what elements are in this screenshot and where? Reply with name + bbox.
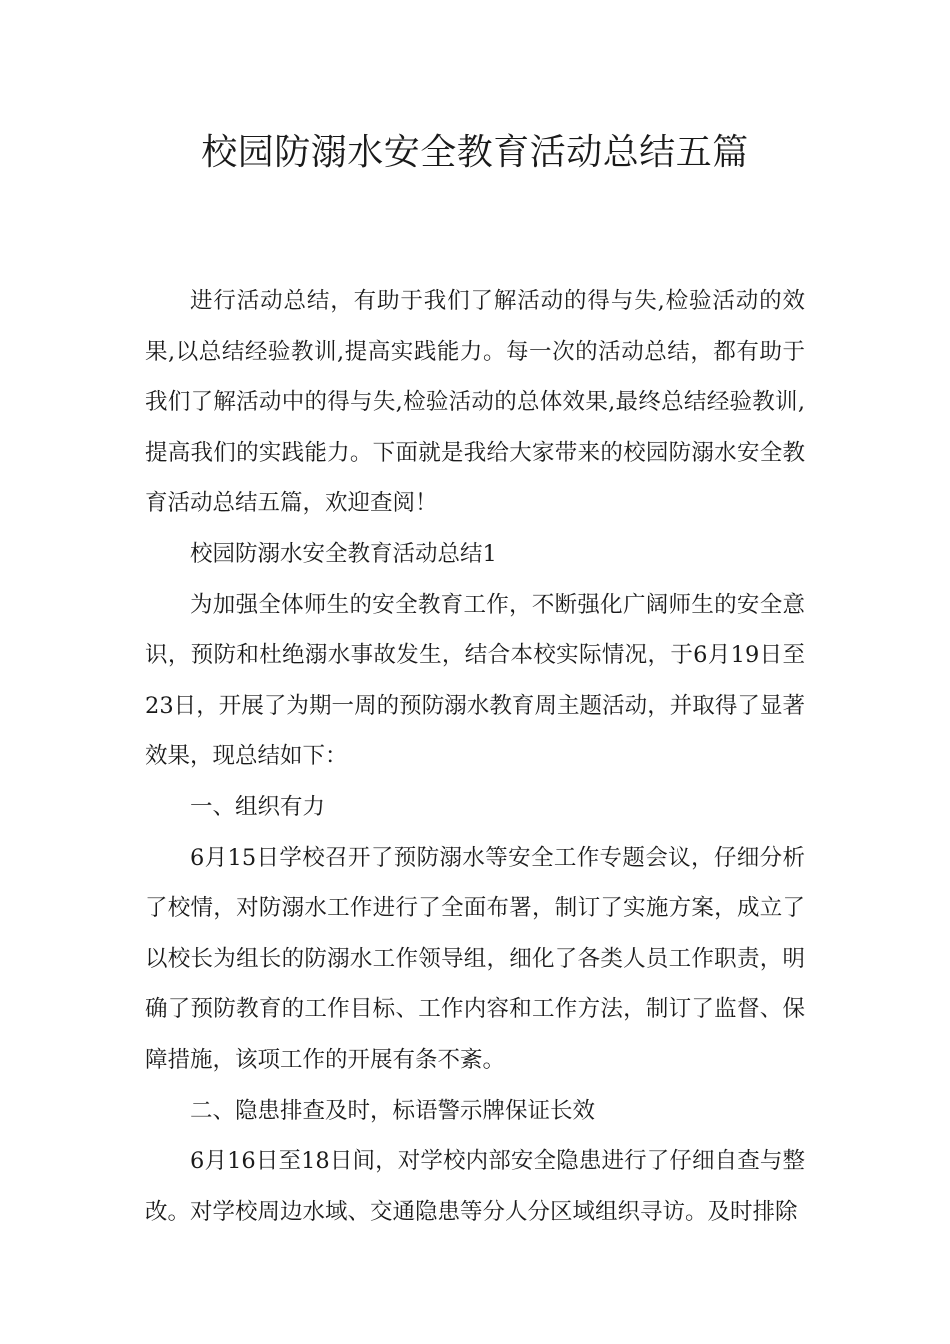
- document-title: 校园防溺水安全教育活动总结五篇: [201, 132, 749, 173]
- subheading-organization: 一、组织有力: [190, 793, 326, 820]
- organization-paragraph: 6月15日学校召开了预防溺水等安全工作专题会议，仔细分析了校情，对防溺水工作进行了全面布署，制订了实施方案，成立了以校长为组长的防溺水工作领导组，细化了各类人员工作职责，明确了预防教育的工作目标、工作内容和工作方法，制订了监督、保障措施，该项工作的开展有条不紊。: [145, 844, 805, 1073]
- subheading-hazard-inspection: 二、隐患排查及时，标语警示牌保证长效: [190, 1097, 596, 1124]
- section-heading-summary-1: 校园防溺水安全教育活动总结1: [190, 540, 497, 567]
- summary-1-intro-paragraph: 为加强全体师生的安全教育工作，不断强化广阔师生的安全意识，预防和杜绝溺水事故发生，结合本校实际情况，于6月19日至23日，开展了为期一周的预防溺水教育周主题活动，并取得了显著效果，现总结如下：: [145, 591, 805, 770]
- intro-paragraph: 进行活动总结，有助于我们了解活动的得与失,检验活动的效果,以总结经验教训,提高实践能力。每一次的活动总结，都有助于我们了解活动中的得与失,检验活动的总体效果,最终总结经验教训,提高我们的实践能力。下面就是我给大家带来的校园防溺水安全教育活动总结五篇，欢迎查阅！: [145, 288, 805, 517]
- hazard-inspection-paragraph: 6月16日至18日间，对学校内部安全隐患进行了仔细自查与整改。对学校周边水域、交通隐患等分人分区域组织寻访。及时排除: [145, 1148, 805, 1225]
- document-body: [145, 276, 805, 1237]
